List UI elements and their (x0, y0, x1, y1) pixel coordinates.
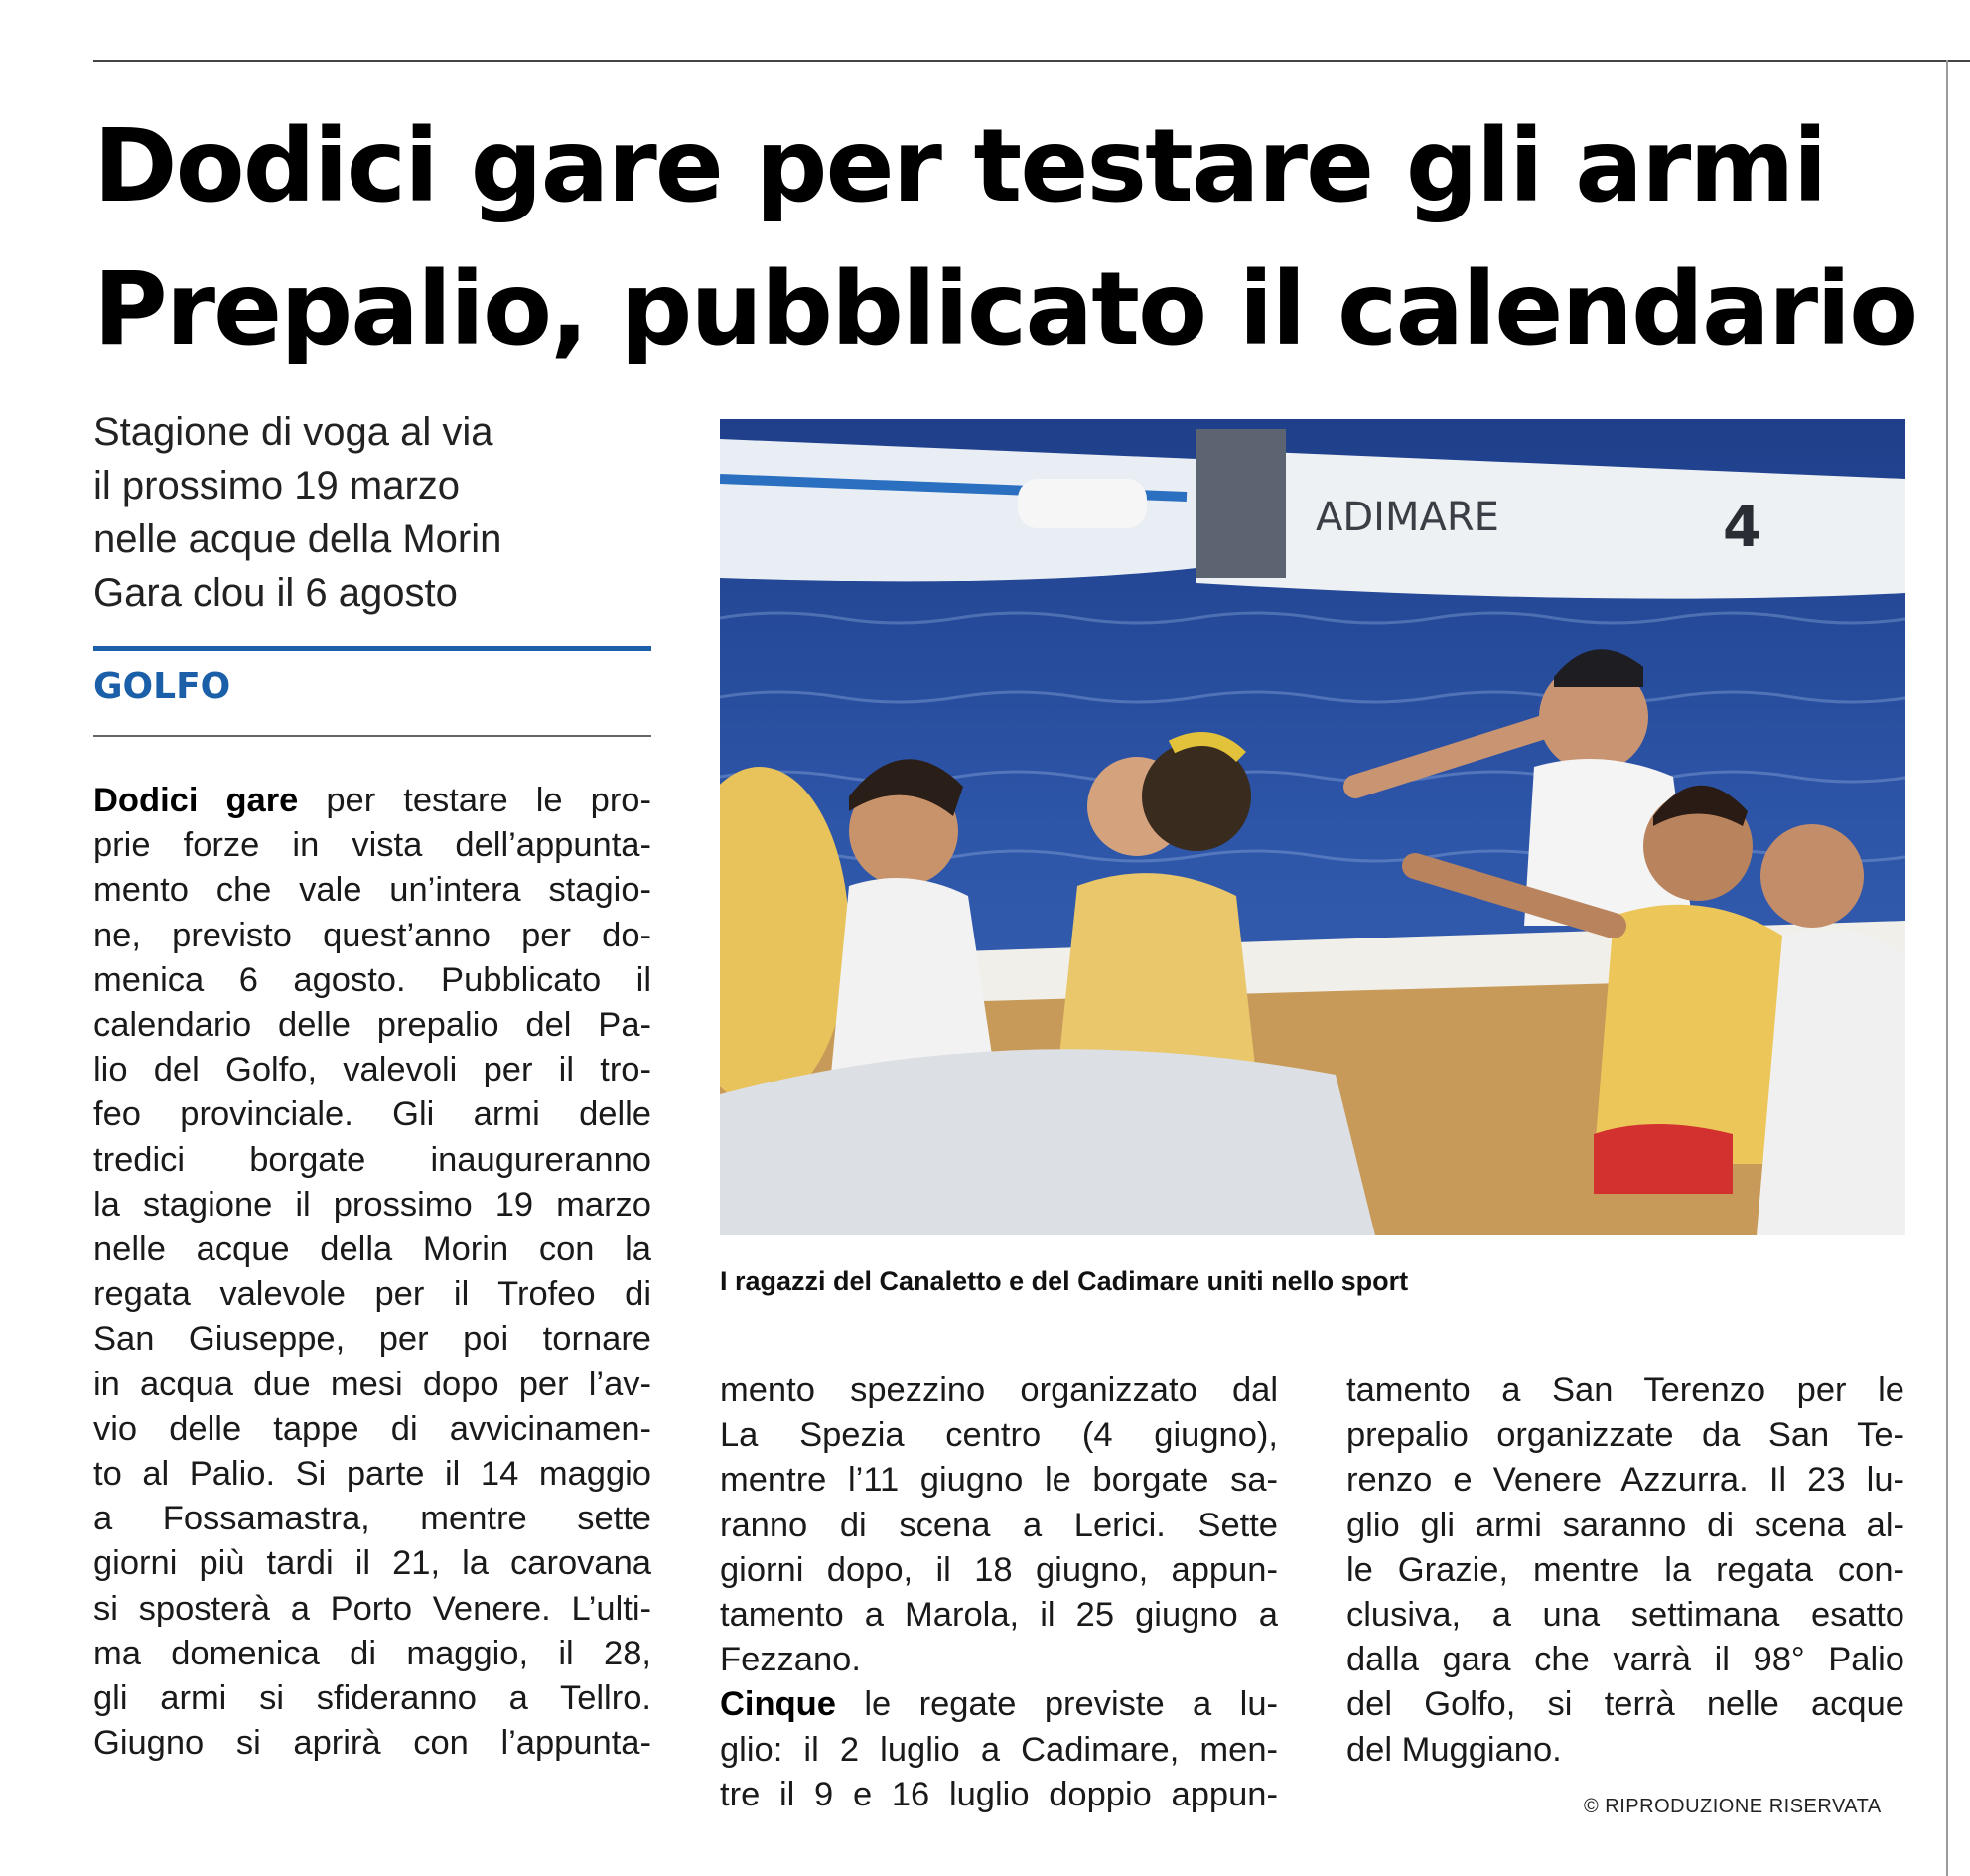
right-rule (1946, 60, 1948, 1876)
body-line: feo provinciale. Gli armi delle (93, 1095, 651, 1134)
body-line: menica 6 agosto. Pubblicato il (93, 960, 651, 999)
article-photo (720, 419, 1905, 1235)
body-line: tamento a Marola, il 25 giugno a (720, 1596, 1278, 1635)
body-line: in acqua due mesi dopo per l’av- (93, 1365, 651, 1403)
body-line: calendario delle prepalio del Pa- (93, 1006, 651, 1045)
top-rule (93, 60, 1970, 62)
body-line: tre il 9 e 16 luglio doppio appun- (720, 1775, 1278, 1813)
body-line: prepalio organizzate da San Te- (1346, 1416, 1904, 1455)
lead-in: Dodici gare (93, 782, 299, 819)
section-divider (93, 735, 651, 737)
body-line: la stagione il prossimo 19 marzo (93, 1185, 651, 1224)
body-line: le Grazie, mentre la regata con- (1346, 1550, 1904, 1589)
photo-caption: I ragazzi del Canaletto e del Cadimare uniti nello sport (720, 1266, 1409, 1296)
outboard-motor (1196, 429, 1286, 578)
body-line: tredici borgate inaugureranno (93, 1140, 651, 1179)
body-line: regata valevole per il Trofeo di (93, 1275, 651, 1314)
body-line: giorni dopo, il 18 giugno, appun- (720, 1550, 1278, 1589)
body-line: nelle acque della Morin con la (93, 1230, 651, 1269)
subhead-line: il prossimo 19 marzo (93, 464, 461, 507)
headline (93, 95, 1930, 381)
body-line: Dodici gare per testare le pro- (93, 782, 651, 819)
body-line: del Muggiano. (1346, 1730, 1562, 1769)
body-line: Fezzano. (720, 1641, 861, 1679)
body-line: renzo e Venere Azzurra. Il 23 lu- (1346, 1461, 1904, 1500)
body-line: a Fossamastra, mentre sette (93, 1500, 651, 1538)
body-line: prie forze in vista dell’appunta- (93, 826, 651, 865)
headline-line-1: Dodici gare per testare gli armi (93, 107, 1826, 225)
body-line: clusiva, a una settimana esatto (1346, 1596, 1904, 1635)
body-line: tamento a San Terenzo per le (1346, 1371, 1904, 1409)
subhead-line: Stagione di voga al via (93, 410, 493, 454)
body-line: gli armi si sfideranno a Tellro. (93, 1679, 651, 1718)
body-line: dalla gara che varrà il 98° Palio (1346, 1641, 1904, 1679)
subhead-line: nelle acque della Morin (93, 517, 502, 561)
body-line: Cinque le regate previste a lu- (720, 1685, 1278, 1724)
body-line: mento spezzino organizzato dal (720, 1371, 1278, 1409)
article-column-1 (93, 779, 651, 1766)
article-column-2 (720, 1369, 1278, 1817)
body-line: ma domenica di maggio, il 28, (93, 1634, 651, 1672)
body-line: giorni più tardi il 21, la carovana (93, 1544, 651, 1583)
body-line: mento che vale un’intera stagio- (93, 871, 651, 910)
boat-fender (1018, 479, 1147, 528)
lead-in-2: Cinque (720, 1685, 836, 1724)
rowers-photo-illustration (720, 419, 1905, 1235)
body-line: to al Palio. Si parte il 14 maggio (93, 1455, 651, 1494)
subhead-line: Gara clou il 6 agosto (93, 571, 458, 615)
headline-line-2: Prepalio, pubblicato il calendario (93, 250, 1917, 368)
foreground-boat-bow (720, 1049, 1375, 1235)
body-line: La Spezia centro (4 giugno), (720, 1416, 1278, 1455)
boat-lettering: ADIMARE (1316, 495, 1499, 540)
boat-number: 4 (1723, 496, 1761, 560)
body-line: Giugno si aprirà con l’appunta- (93, 1724, 651, 1763)
body-line: del Golfo, si terrà nelle acque (1346, 1685, 1904, 1724)
body-line: lio del Golfo, valevoli per il tro- (93, 1051, 651, 1089)
section-rule (93, 646, 651, 651)
body-line: si sposterà a Porto Venere. L’ulti- (93, 1589, 651, 1628)
body-line: ne, previsto quest’anno per do- (93, 916, 651, 954)
body-line: San Giuseppe, per poi tornare (93, 1320, 651, 1359)
body-line: vio delle tappe di avvicinamen- (93, 1409, 651, 1448)
section-label: GOLFO (93, 666, 231, 707)
body-line: mentre l’11 giugno le borgate sa- (720, 1461, 1278, 1500)
subheadline (93, 405, 649, 620)
body-line: glio gli armi saranno di scena al- (1346, 1506, 1904, 1544)
copyright-notice: © RIPRODUZIONE RISERVATA (1584, 1796, 1882, 1817)
article-column-3 (1346, 1369, 1904, 1773)
body-line: glio: il 2 luglio a Cadimare, men- (720, 1730, 1278, 1769)
body-line: ranno di scena a Lerici. Sette (720, 1506, 1278, 1544)
